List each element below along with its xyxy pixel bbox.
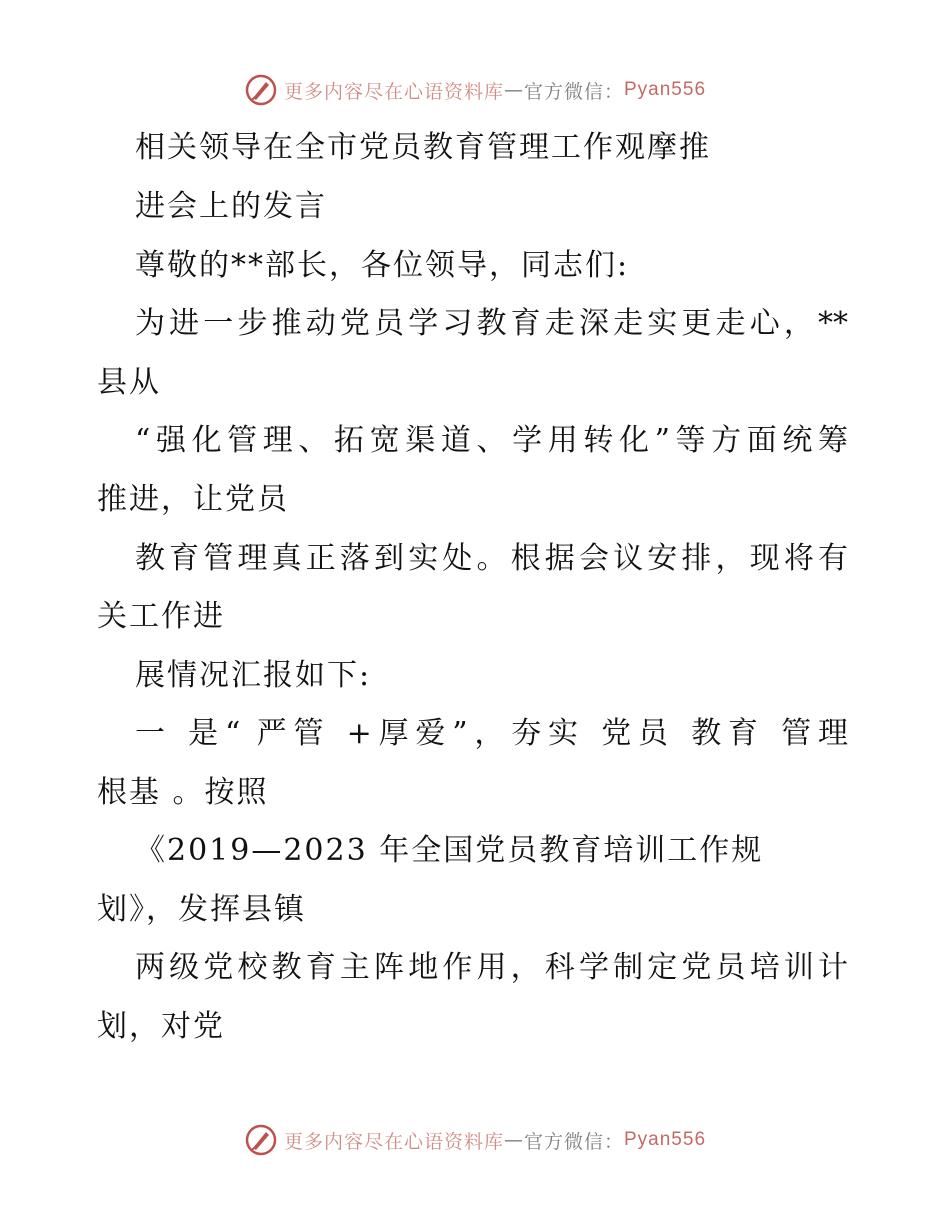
doc-salutation: 尊敬的**部长，各位领导，同志们:: [135, 248, 630, 283]
doc-line: 关工作进: [97, 599, 225, 634]
doc-heading-one: 一 是“ 严管 +厚爱”，夯实 党员 教育 管理: [135, 716, 848, 751]
doc-line: 为进一步推动党员学习教育走深走实更走心，**: [135, 306, 848, 341]
watermark-id: Pyan556: [624, 1129, 707, 1150]
watermark-id: Pyan556: [624, 79, 707, 100]
watermark-side-text: 官方微信：: [523, 80, 624, 103]
quill-logo-icon: [244, 1123, 278, 1157]
watermark-main-text: 更多内容尽在心语资料库: [283, 80, 504, 103]
doc-line: 划，对党: [97, 1009, 225, 1044]
doc-line: 教育管理真正落到实处。根据会议安排，现将有: [135, 541, 848, 576]
doc-line: 推进，让党员: [97, 482, 289, 517]
watermark-side-text: 官方微信：: [523, 1130, 624, 1153]
watermark-footer: [0, 1120, 950, 1160]
doc-line: 两级党校教育主阵地作用，科学制定党员培训计: [135, 950, 848, 985]
watermark-dash: —: [503, 1129, 524, 1151]
doc-line: 根基 。按照: [97, 775, 269, 810]
watermark-header: [0, 70, 950, 110]
doc-title-line-2: 进会上的发言: [135, 189, 327, 224]
quill-logo-icon: [244, 73, 278, 107]
doc-line: 划》，发挥县镇: [97, 892, 306, 927]
doc-line: 《2019—2023 年全国党员教育培训工作规: [135, 833, 764, 868]
doc-line: 展情况汇报如下:: [135, 658, 372, 693]
watermark-main-text: 更多内容尽在心语资料库: [283, 1130, 504, 1153]
watermark-dash: —: [503, 79, 524, 101]
doc-line: “强化管理、拓宽渠道、学用转化”等方面统筹: [135, 423, 848, 458]
doc-title-line-1: 相关领导在全市党员教育管理工作观摩推: [135, 130, 711, 165]
doc-line: 县从: [97, 365, 161, 400]
